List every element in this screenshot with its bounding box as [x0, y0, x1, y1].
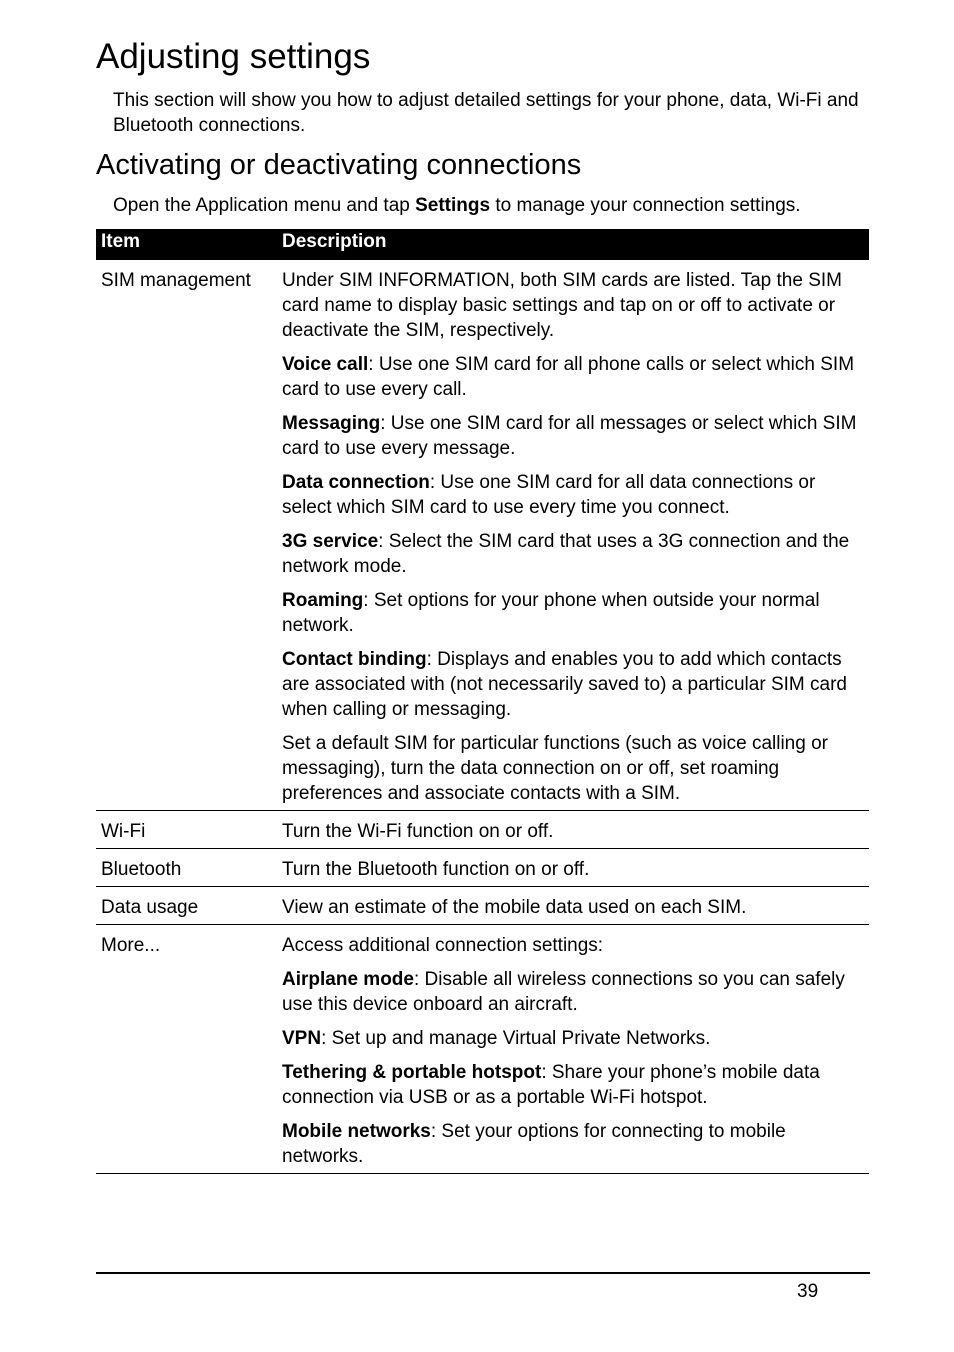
lead-paragraph [113, 193, 869, 218]
description-text: : Use one SIM card for all phone calls or select which SIM card to use every call. [282, 354, 855, 400]
row-item-cell: Bluetooth [96, 849, 277, 887]
description-term: VPN [282, 1028, 322, 1049]
description-text: : Set up and manage Virtual Private Networks. [321, 1028, 711, 1049]
row-description-cell [277, 849, 869, 887]
description-text: View an estimate of the mobile data used on each SIM. [282, 897, 747, 918]
description-paragraph [282, 731, 869, 806]
table-row [96, 925, 869, 1174]
description-text: : Set options for your phone when outside your normal network. [282, 590, 820, 636]
description-text: Access additional connection settings: [282, 935, 604, 956]
row-description-cell [277, 260, 869, 811]
lead-text-before: Open the Application menu and tap [113, 195, 416, 216]
description-paragraph [282, 529, 869, 579]
description-text: : Select the SIM card that uses a 3G connection and the network mode. [282, 531, 850, 577]
table-body [96, 260, 869, 1174]
lead-text-after: to manage your connection settings. [490, 195, 801, 216]
description-text: Under SIM INFORMATION, both SIM cards are listed. Tap the SIM card name to display basic settings and tap on or off to activate or deactivate the SIM, respectively. [282, 270, 842, 341]
description-paragraph [282, 967, 869, 1017]
row-item-cell: More... [96, 925, 277, 1174]
row-description-cell [277, 811, 869, 849]
description-text: Set a default SIM for particular functions (such as voice calling or messaging), turn the data connection on or off, set roaming preferences and associate contacts with a SIM. [282, 733, 828, 804]
description-text: : Use one SIM card for all messages or select which SIM card to use every message. [282, 413, 857, 459]
description-term: Mobile networks [282, 1121, 431, 1142]
description-paragraph [282, 819, 869, 844]
description-paragraph [282, 1026, 869, 1051]
section-heading: Activating or deactivating connections [96, 149, 582, 181]
table-row [96, 811, 869, 849]
description-paragraph [282, 268, 869, 343]
description-paragraph [282, 647, 869, 722]
description-paragraph [282, 895, 869, 920]
description-term: Roaming [282, 590, 364, 611]
description-text: : Displays and enables you to add which contacts are associated with (not necessarily saved to) a particular SIM card when calling or messaging. [282, 649, 847, 720]
description-text: : Use one SIM card for all data connections or select which SIM card to use every time you connect. [282, 472, 816, 518]
description-paragraph [282, 1119, 869, 1169]
description-term: Tethering & portable hotspot [282, 1062, 542, 1083]
table-row [96, 849, 869, 887]
intro-paragraph: This section will show you how to adjust detailed settings for your phone, data, Wi-Fi and Bluetooth connections. [113, 90, 859, 136]
settings-table [96, 229, 869, 1174]
description-term: Data connection [282, 472, 430, 493]
description-text: : Disable all wireless connections so you can safely use this device onboard an aircraft. [282, 969, 845, 1015]
description-term: Voice call [282, 354, 369, 375]
description-text: : Share your phone’s mobile data connection via USB or as a portable Wi-Fi hotspot. [282, 1062, 820, 1108]
lead-text-bold: Settings [415, 195, 491, 216]
column-header-item: Item [96, 229, 277, 260]
description-paragraph [282, 470, 869, 520]
table-row [96, 887, 869, 925]
description-term: 3G service [282, 531, 379, 552]
description-paragraph [282, 411, 869, 461]
page-number: 39 [797, 1281, 819, 1302]
description-term: Airplane mode [282, 969, 414, 990]
description-paragraph [282, 588, 869, 638]
description-text: Turn the Bluetooth function on or off. [282, 859, 590, 880]
page-title: Adjusting settings [96, 37, 371, 76]
description-paragraph [282, 1060, 869, 1110]
row-item-cell: Wi-Fi [96, 811, 277, 849]
column-header-description: Description [277, 229, 869, 260]
description-text: Turn the Wi-Fi function on or off. [282, 821, 554, 842]
description-paragraph [282, 933, 869, 958]
description-term: Contact binding [282, 649, 427, 670]
description-paragraph [282, 857, 869, 882]
row-item-cell: Data usage [96, 887, 277, 925]
footer-rule [96, 1272, 870, 1274]
table-row [96, 260, 869, 811]
row-description-cell [277, 887, 869, 925]
description-paragraph [282, 352, 869, 402]
row-description-cell [277, 925, 869, 1174]
table-header-row [96, 229, 869, 260]
row-item-cell: SIM management [96, 260, 277, 811]
description-term: Messaging [282, 413, 381, 434]
description-text: : Set your options for connecting to mobile networks. [282, 1121, 786, 1167]
